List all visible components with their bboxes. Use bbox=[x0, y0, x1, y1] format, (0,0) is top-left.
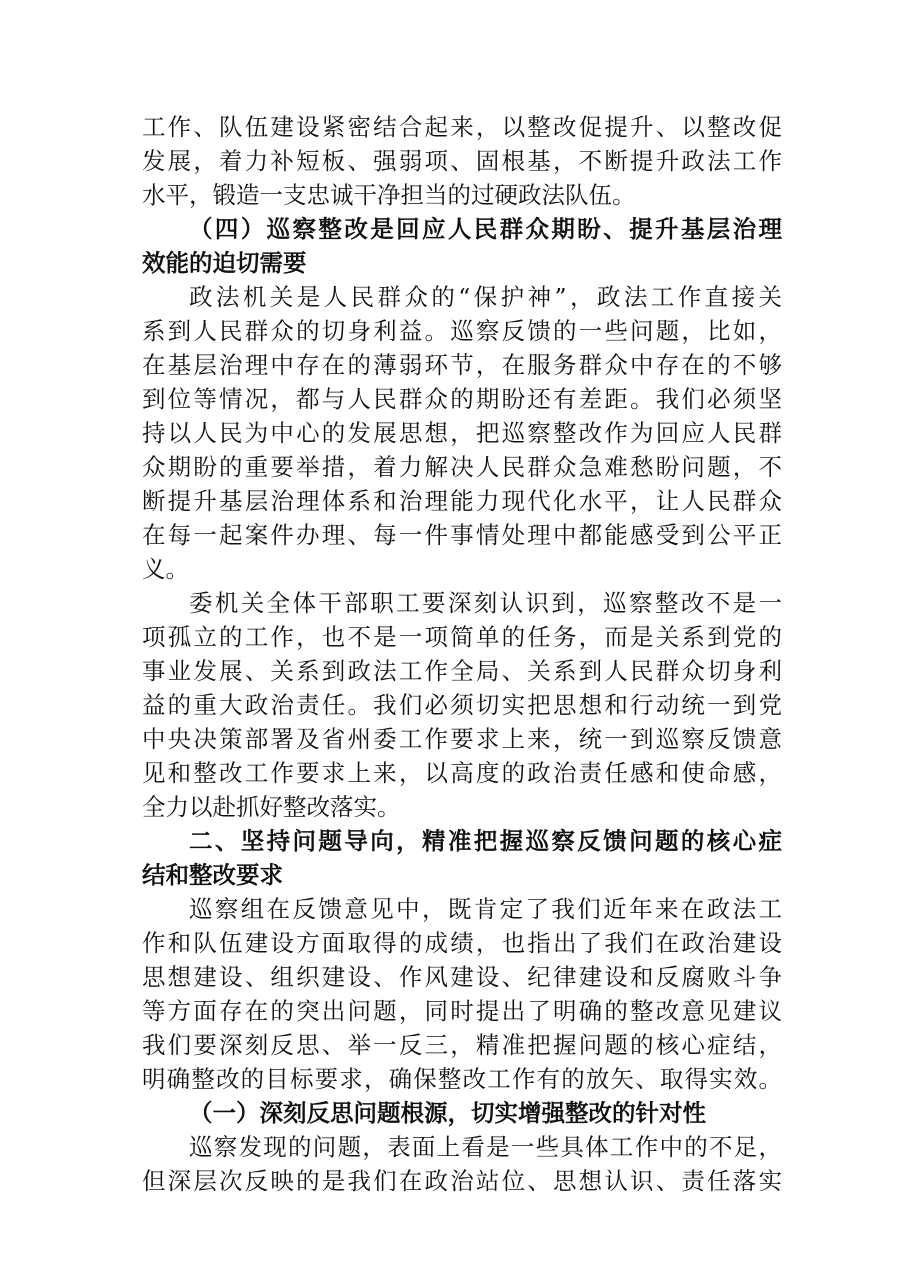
section-heading-2: 二、坚持问题导向，精准把握巡察反馈问题的核心症 bbox=[189, 827, 782, 855]
body-line: 在每一起案件办理、每一件事情处理中都能感受到公平正 bbox=[142, 521, 782, 549]
body-line: 众期盼的重要举措，着力解决人民群众急难愁盼问题，不 bbox=[142, 453, 782, 481]
body-line: 项孤立的工作，也不是一项简单的任务，而是关系到党的 bbox=[142, 623, 782, 651]
body-line: 事业发展、关系到政法工作全局、关系到人民群众切身利 bbox=[142, 657, 782, 685]
body-line: 中央决策部署及省州委工作要求上来，统一到巡察反馈意 bbox=[142, 725, 782, 753]
subheading-1: （一）深刻反思问题根源，切实增强整改的针对性 bbox=[189, 1099, 706, 1127]
document-page bbox=[142, 110, 782, 1198]
body-line: 作和队伍建设方面取得的成绩，也指出了我们在政治建设 bbox=[142, 929, 782, 957]
body-line: 到位等情况，都与人民群众的期盼还有差距。我们必须坚 bbox=[142, 385, 782, 413]
body-line: 见和整改工作要求上来，以高度的政治责任感和使命感， bbox=[142, 759, 782, 787]
body-line: 在基层治理中存在的薄弱环节，在服务群众中存在的不够 bbox=[142, 351, 782, 379]
body-line: 但深层次反映的是我们在政治站位、思想认识、责任落实 bbox=[142, 1167, 782, 1195]
body-line: 全力以赴抓好整改落实。 bbox=[142, 793, 401, 821]
body-line: 我们要深刻反思、举一反三，精准把握问题的核心症结， bbox=[142, 1031, 782, 1059]
section-heading-2-cont: 结和整改要求 bbox=[142, 861, 283, 889]
body-line: 巡察发现的问题，表面上看是一些具体工作中的不足， bbox=[189, 1133, 782, 1161]
body-line: 义。 bbox=[142, 555, 189, 583]
body-line: 委机关全体干部职工要深刻认识到，巡察整改不是一 bbox=[189, 589, 782, 617]
body-line: 明确整改的目标要求，确保整改工作有的放矢、取得实效。 bbox=[142, 1065, 782, 1093]
body-line: 发展，着力补短板、强弱项、固根基，不断提升政法工作 bbox=[142, 147, 782, 175]
subheading-4-cont: 效能的迫切需要 bbox=[142, 249, 307, 277]
body-line: 思想建设、组织建设、作风建设、纪律建设和反腐败斗争 bbox=[142, 963, 782, 991]
body-line: 政法机关是人民群众的“保护神”，政法工作直接关 bbox=[189, 283, 782, 311]
body-line: 持以人民为中心的发展思想，把巡察整改作为回应人民群 bbox=[142, 419, 782, 447]
body-line: 工作、队伍建设紧密结合起来，以整改促提升、以整改促 bbox=[142, 113, 782, 141]
body-line: 系到人民群众的切身利益。巡察反馈的一些问题，比如， bbox=[142, 317, 782, 345]
body-line: 水平，锻造一支忠诚干净担当的过硬政法队伍。 bbox=[142, 181, 636, 209]
body-line: 巡察组在反馈意见中，既肯定了我们近年来在政法工 bbox=[189, 895, 782, 923]
body-line: 等方面存在的突出问题，同时提出了明确的整改意见建议 bbox=[142, 997, 782, 1025]
body-line: 益的重大政治责任。我们必须切实把思想和行动统一到党 bbox=[142, 691, 782, 719]
subheading-4: （四）巡察整改是回应人民群众期盼、提升基层治理 bbox=[189, 215, 782, 243]
body-line: 断提升基层治理体系和治理能力现代化水平，让人民群众 bbox=[142, 487, 782, 515]
